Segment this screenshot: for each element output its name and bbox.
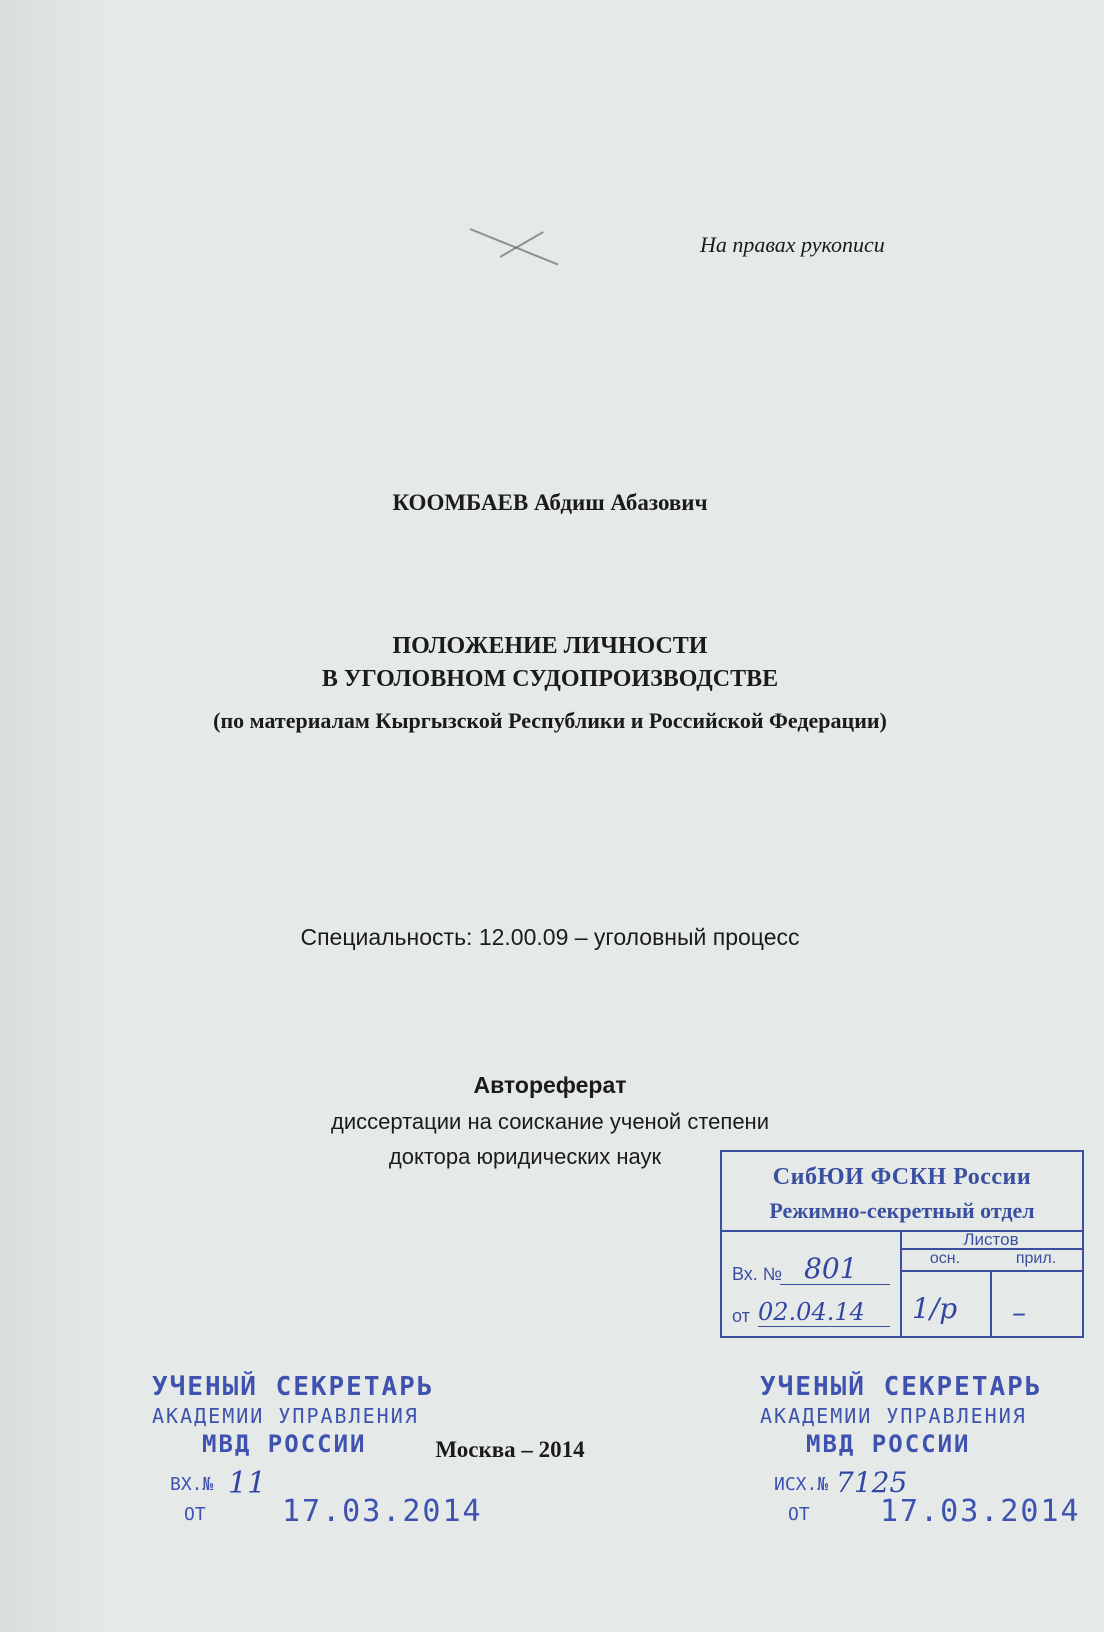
registry-stamp [720, 1150, 1084, 1338]
secretary-stamp-line-3: МВД РОССИИ [202, 1430, 367, 1458]
secretary-stamp-line-2: АКАДЕМИИ УПРАВЛЕНИЯ [152, 1404, 419, 1428]
dissertation-title [100, 630, 1000, 696]
author-name: КООМБАЕВ Абдиш Абазович [392, 490, 708, 515]
secretary-left-num-label: ВХ.№ [170, 1474, 214, 1495]
handwritten-incoming-number: 801 [804, 1252, 858, 1285]
secretary-right-from-label: ОТ [788, 1504, 810, 1525]
secretary-stamp-line-2: АКАДЕМИИ УПРАВЛЕНИЯ [760, 1404, 1027, 1428]
dissertation-subtitle: (по материалам Кыргызской Республики и Российской Федерации) [213, 708, 887, 733]
secretary-left-date: 17.03.2014 [282, 1494, 483, 1529]
handwritten-date: 02.04.14 [758, 1298, 865, 1326]
specialty-line: Специальность: 12.00.09 – уголовный процесс [300, 924, 800, 950]
stamp-divider [990, 1270, 992, 1336]
stamp-incoming-label: Вх. № [732, 1264, 783, 1284]
stamp-department: Режимно-секретный отдел [769, 1198, 1035, 1223]
manuscript-rights-note: На правах рукописи [700, 232, 885, 257]
secretary-right-date: 17.03.2014 [880, 1494, 1081, 1529]
title-line-1: ПОЛОЖЕНИЕ ЛИЧНОСТИ [392, 633, 708, 659]
city-year: Москва – 2014 [435, 1437, 585, 1462]
stamp-attach-label: прил. [1015, 1250, 1057, 1267]
secretary-right-num-label: ИСХ.№ [774, 1474, 829, 1495]
title-line-2: В УГОЛОВНОМ СУДОПРОИЗВОДСТВЕ [321, 666, 779, 692]
stamp-field-line [758, 1326, 890, 1327]
stamp-sheets-label: Листов [963, 1230, 1019, 1249]
abstract-line-1: диссертации на соискание ученой степени [330, 1109, 769, 1134]
secretary-left-number: 11 [228, 1466, 267, 1501]
handwritten-sheets-attach: – [1012, 1296, 1026, 1329]
page-edge-shadow [0, 0, 110, 1632]
stamp-organization: СибЮИ ФСКН России [772, 1164, 1032, 1190]
abstract-line-2: доктора юридических наук [388, 1144, 662, 1169]
handwritten-sheets-main: 1/р [912, 1292, 958, 1325]
secretary-left-from-label: ОТ [184, 1504, 206, 1525]
secretary-right-number: 7125 [836, 1466, 908, 1499]
secretary-stamp-line-3: МВД РОССИИ [806, 1430, 971, 1458]
stamp-main-label: осн. [929, 1250, 961, 1267]
abstract-heading: Автореферат [473, 1072, 627, 1098]
stamp-from-label: от [732, 1306, 750, 1326]
secretary-stamp-right [760, 1372, 1100, 1458]
secretary-stamp-line-1: УЧЕНЫЙ СЕКРЕТАРЬ [760, 1372, 1043, 1402]
secretary-stamp-line-1: УЧЕНЫЙ СЕКРЕТАРЬ [152, 1372, 435, 1402]
